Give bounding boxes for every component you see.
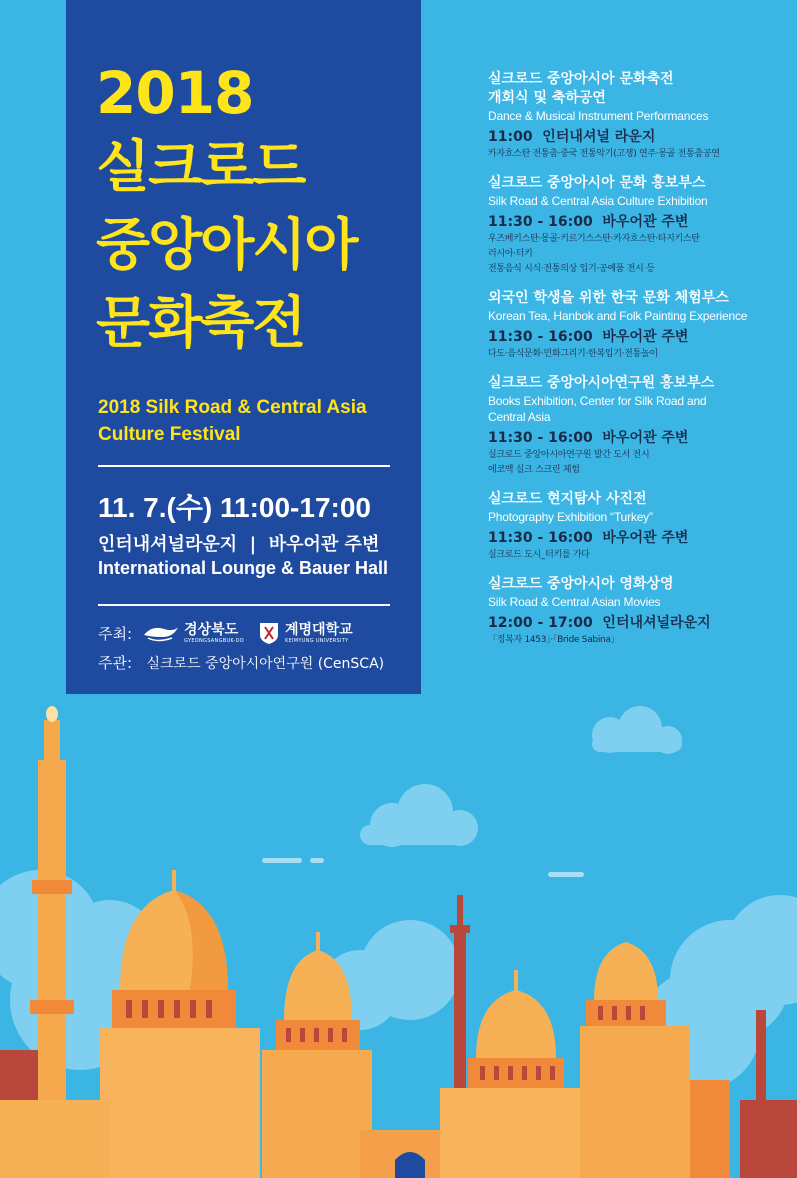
keimyung-university-name: 계명대학교 (284, 621, 353, 638)
event-title-korean: 실크로드 중앙아시아 문화축전 (488, 71, 674, 87)
event-title-english: Silk Road & Central Asian Movies (488, 595, 661, 609)
title-line-2: 중앙아시아 (96, 213, 357, 278)
gyeongsangbuk-do-name: 경상북도 (184, 621, 239, 638)
event-title-korean: 실크로드 현지탐사 사진전 (488, 491, 647, 507)
event-time-venue: 11:30 - 16:00 바우어관 주변 (488, 530, 689, 546)
event-schedule (488, 70, 778, 660)
event-time-venue: 11:30 - 16:00 바우어관 주변 (488, 329, 689, 345)
divider-top (98, 465, 390, 467)
keimyung-university-logo (258, 621, 353, 645)
english-title-line-1: 2018 Silk Road & Central Asia (98, 397, 367, 418)
english-title-line-2: Culture Festival (98, 424, 241, 445)
schedule-event (488, 174, 778, 277)
title-line-3: 문화축전 (96, 291, 305, 356)
event-title-english: Korean Tea, Hanbok and Folk Painting Experience (488, 309, 748, 323)
event-note: 실크로드 중앙아시아연구원 발간 도서 전시 (488, 450, 650, 460)
host-label: 주최: (98, 624, 133, 643)
event-title-korean: 실크로드 중앙아시아 문화 홍보부스 (488, 175, 706, 191)
event-note: 다도·음식문화·민화그리기·한복입기·전통놀이 (488, 349, 658, 359)
festival-year: 2018 (96, 59, 254, 127)
event-note: 실크로드 도시_터키를 가다 (488, 550, 590, 560)
gyeongsangbuk-do-logo (142, 623, 244, 644)
event-note: 전통음식 시식·전통의상 입기·공예품 전시 등 (488, 264, 655, 274)
event-note: 카자흐스탄 전통춤·중국 전통악기(고쟁) 연주·몽골 전통춤공연 (488, 149, 720, 159)
event-title-english: Silk Road & Central Asia Culture Exhibition (488, 194, 708, 208)
event-title-english: Books Exhibition, Center for Silk Road and (488, 394, 707, 408)
organizer-label: 주관: (98, 654, 133, 672)
schedule-event (488, 289, 778, 362)
host-row (98, 620, 353, 646)
event-date: 11. 7.(수) 11:00-17:00 (98, 492, 371, 523)
event-title-korean: 외국인 학생을 위한 한국 문화 체험부스 (488, 290, 729, 306)
event-time-venue: 12:00 - 17:00 인터내셔널라운지 (488, 615, 711, 631)
schedule-event (488, 490, 778, 563)
title-line-1: 실크로드 (96, 135, 305, 200)
schedule-event (488, 70, 778, 162)
event-note: 우즈베키스탄·몽골·키르기스스탄·카자흐스탄·타지키스탄 (488, 234, 700, 244)
english-title (98, 394, 408, 448)
schedule-event (488, 374, 778, 478)
venue-english: International Lounge & Bauer Hall (98, 558, 389, 578)
event-title-english: Central Asia (488, 410, 551, 424)
title-panel (66, 0, 421, 694)
skyline-illustration (0, 700, 797, 1178)
event-note: 러시아·터키 (488, 249, 533, 259)
organizer-name: 실크로드 중앙아시아연구원 (CenSCA) (146, 656, 385, 672)
event-time-venue: 11:30 - 16:00 바우어관 주변 (488, 430, 689, 446)
event-title-english: Dance & Musical Instrument Performances (488, 109, 709, 123)
keimyung-university-logo-icon (258, 621, 280, 645)
venue-korean: 인터내셔널라운지 | 바우어관 주변 (98, 534, 380, 555)
event-title-english: Photography Exhibition “Turkey” (488, 510, 653, 524)
event-time-venue: 11:30 - 16:00 바우어관 주변 (488, 214, 689, 230)
event-title-korean: 실크로드 중앙아시아 영화상영 (488, 576, 674, 592)
event-note: 「정복자 1453」·「Bride Sabina」 (488, 635, 620, 645)
event-title-korean: 개회식 및 축하공연 (488, 90, 606, 106)
divider-bottom (98, 604, 390, 606)
organizer-row (98, 652, 384, 673)
event-title-korean: 실크로드 중앙아시아연구원 홍보부스 (488, 375, 715, 391)
schedule-event (488, 575, 778, 648)
keimyung-university-name-en: KEIMYUNG UNIVERSITY (284, 637, 349, 644)
gyeongsangbuk-do-logo-icon (142, 623, 180, 643)
event-note: 에코백 실크 스크린 체험 (488, 465, 580, 475)
event-time-venue: 11:00 인터내셔널 라운지 (488, 129, 656, 145)
gyeongsangbuk-do-name-en: GYEONGSANGBUK-DO (184, 637, 244, 644)
